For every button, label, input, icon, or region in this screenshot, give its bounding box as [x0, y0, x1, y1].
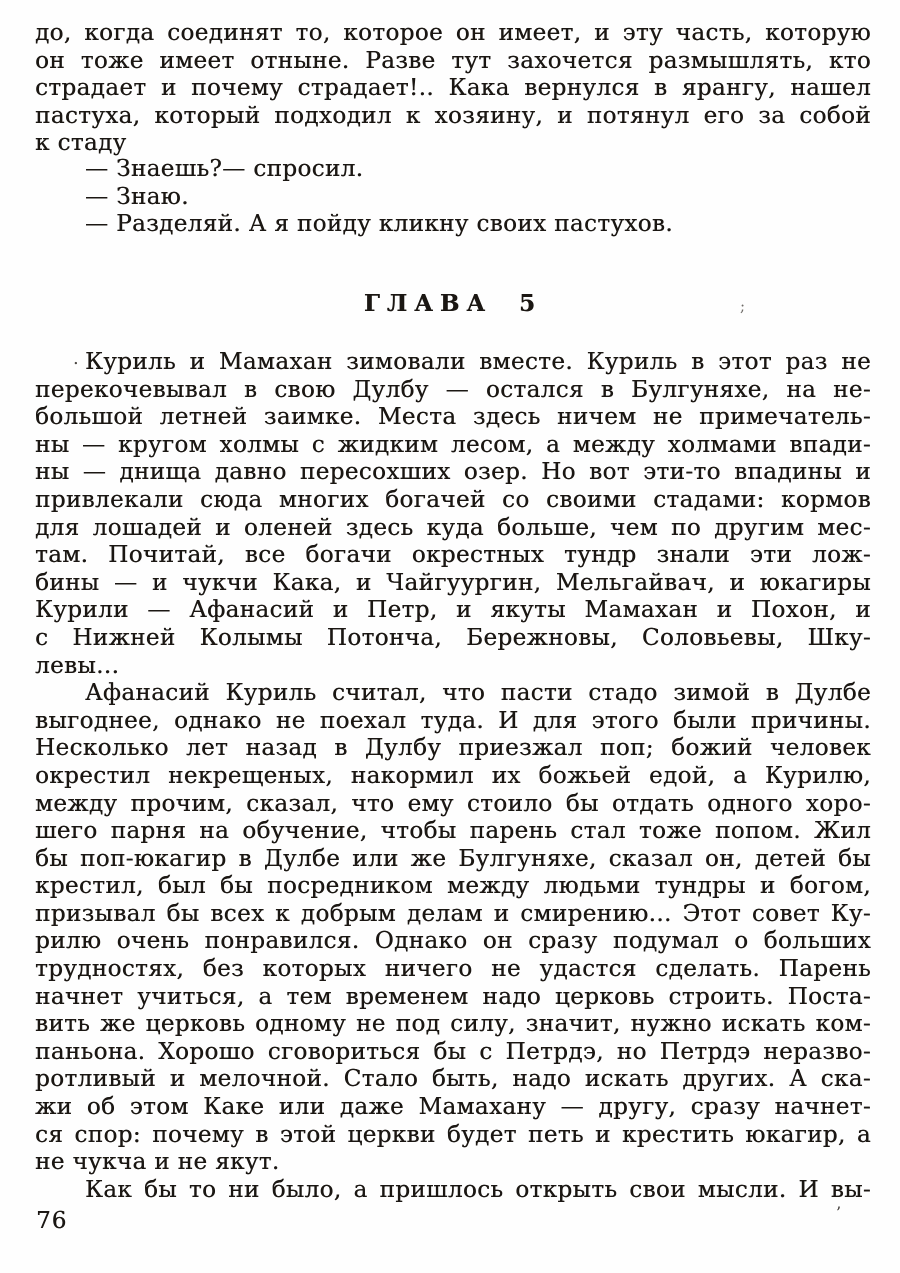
text-line: вить же церковь одному не под силу, значит, нужно искать ком-	[35, 1011, 871, 1038]
ink-speck: ’	[836, 1203, 842, 1222]
text-line: ротливый и мелочной. Стало быть, надо искать других. А ска-	[35, 1066, 871, 1093]
text-line: для лошадей и оленей здесь куда больше, чем по другим мес-	[35, 514, 871, 541]
text-line: между прочим, сказал, что ему стоило бы отдать одного хоро-	[35, 790, 871, 817]
text-line: Несколько лет назад в Дулбу приезжал поп; божий человек	[35, 735, 871, 762]
text-line: ны — днища давно пересохших озер. Но вот эти-то впадины и	[35, 459, 871, 486]
text-line: Курили — Афанасий и Петр, и якуты Мамахан и Похон, и	[35, 597, 871, 624]
text-line: бины — и чукчи Кака, и Чайгуургин, Мельгайвач, и юкагиры	[35, 569, 871, 596]
text-line: ся спор: почему в этой церкви будет петь и крестить юкагир, а	[35, 1121, 871, 1148]
text-line: страдает и почему страдает!.. Кака вернулся в ярангу, нашел	[35, 75, 871, 102]
text-line: паньона. Хорошо сговориться бы с Петрдэ, но Петрдэ неразво-	[35, 1038, 871, 1065]
text-line: бы поп-юкагир в Дулбе или же Булгуняхе, сказал он, детей бы	[35, 845, 871, 872]
text-line: рилю очень понравился. Однако он сразу подумал о больших	[35, 928, 871, 955]
ink-speck: ;	[740, 297, 746, 315]
dialogue-line: — Знаю.	[85, 183, 189, 210]
text-line: к стаду	[35, 130, 127, 157]
text-line: выгоднее, однако не поехал туда. И для этого были причины.	[35, 707, 871, 734]
page-number: 76	[36, 1208, 68, 1234]
text-line: левы...	[35, 652, 120, 679]
text-line: не чукча и не якут.	[35, 1149, 280, 1176]
dialogue-block	[35, 156, 871, 239]
text-line: жи об этом Каке или даже Мамахану — другу, сразу начнет-	[35, 1094, 871, 1121]
dialogue-line: — Знаешь?— спросил.	[85, 156, 364, 182]
text-line: до, когда соединят то, которое он имеет, и эту часть, которую	[35, 20, 871, 46]
text-line: перекочевывал в свою Дулбу — остался в Булгуняхе, на не-	[35, 376, 871, 403]
text-line: с Нижней Колымы Потонча, Бережновы, Соловьевы, Шку-	[35, 624, 871, 651]
text-line: шего парня на обучение, чтобы парень стал тоже попом. Жил	[35, 818, 871, 845]
text-line: начнет учиться, а тем временем надо церковь строить. Поста-	[35, 983, 871, 1010]
ink-speck: .	[73, 348, 79, 369]
paragraph-continued	[35, 20, 871, 158]
text-line: крестил, был бы посредником между людьми тундры и богом,	[35, 873, 871, 900]
text-line: большой летней заимке. Места здесь ничем не примечатель-	[35, 404, 871, 431]
chapter-body	[35, 349, 871, 1204]
text-line: там. Почитай, все богачи окрестных тундр знали эти лож-	[35, 542, 871, 569]
text-line: окрестил некрещеных, накормил их божьей едой, а Курилю,	[35, 762, 871, 789]
dialogue-line: — Разделяй. А я пойду кликну своих пастухов.	[85, 211, 673, 238]
text-line: призывал бы всех к добрым делам и смирению... Этот совет Ку-	[35, 900, 871, 927]
chapter-heading: ГЛАВА 5	[363, 290, 543, 317]
text-line: Афанасий Куриль считал, что пасти стадо зимой в Дулбе	[85, 680, 871, 707]
text-line: Куриль и Мамахан зимовали вместе. Куриль в этот раз не	[85, 349, 871, 375]
text-line: ны — кругом холмы с жидким лесом, а между холмами впади-	[35, 431, 871, 458]
text-line: пастуха, который подходил к хозяину, и потянул его за собой	[35, 102, 871, 129]
text-line: трудностях, без которых ничего не удастся сделать. Парень	[35, 956, 871, 983]
text-line: он тоже имеет отныне. Разве тут захочется размышлять, кто	[35, 47, 871, 74]
text-line: привлекали сюда многих богачей со своими стадами: кормов	[35, 486, 871, 513]
text-line: Как бы то ни было, а пришлось открыть свои мысли. И вы-	[85, 1176, 871, 1203]
